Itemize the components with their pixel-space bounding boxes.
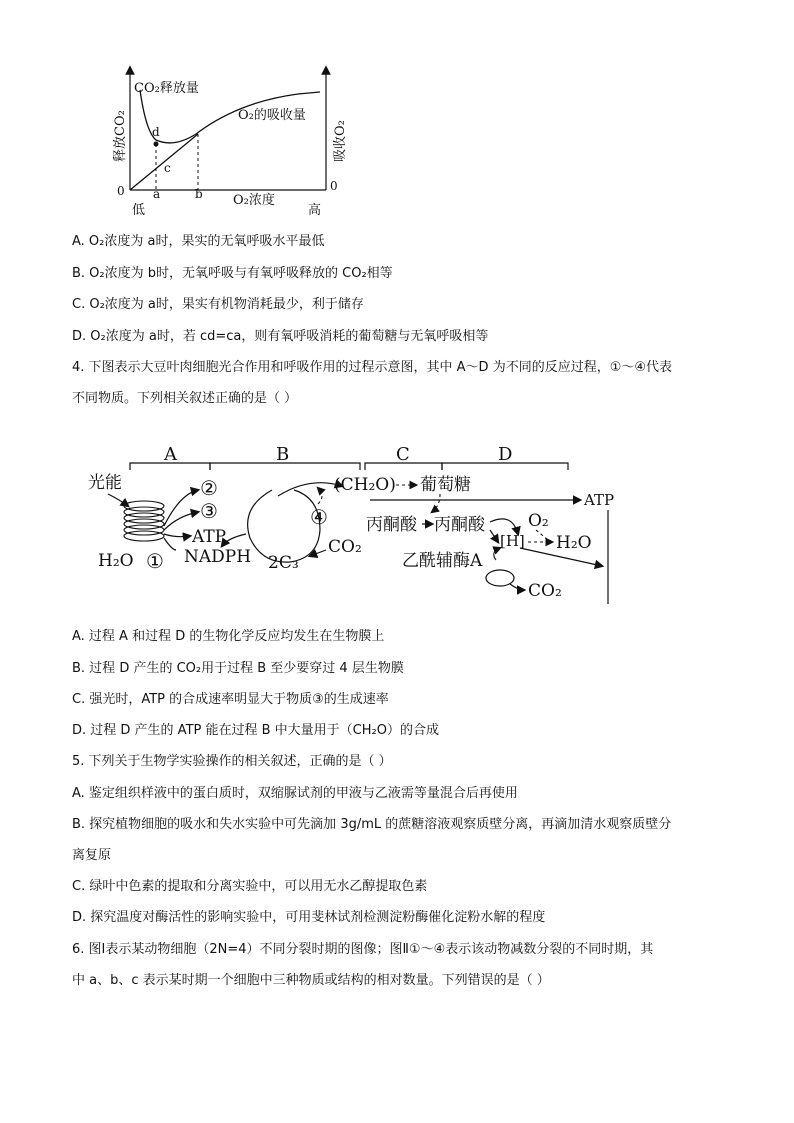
label-d: D [498, 444, 513, 465]
water-left: H₂O [98, 551, 134, 571]
q3-option-c: C. O₂浓度为 a时，果实有机物消耗最少，利于储存 [72, 297, 364, 312]
pyruvate-1: 丙酮酸 [366, 515, 417, 535]
q4-stem-line1: 4. 下图表示大豆叶肉细胞光合作用和呼吸作用的过程示意图，其中 A～D 为不同的反应过程，①～④代表 [72, 360, 673, 375]
q4-option-c: C. 强光时，ATP 的合成速率明显大于物质③的生成速率 [72, 692, 389, 707]
q5-option-c: C. 绿叶中色素的提取和分离实验中，可以用无水乙醇提取色素 [72, 879, 428, 894]
pyruvate-2: 丙酮酸 [434, 515, 485, 535]
tca-cycle [486, 570, 514, 586]
x-axis-label: O₂浓度 [233, 193, 275, 208]
h-label: [H] [500, 532, 525, 550]
origin-left: 0 [117, 184, 125, 198]
nadph: NADPH [184, 547, 252, 567]
co2-d: CO₂ [528, 581, 562, 601]
x-low-label: 低 [132, 203, 146, 218]
q5-option-b-line1: B. 探究植物细胞的吸水和失水实验中可先滴加 3g/mL 的蔗糖溶液观察质壁分离，再滴加清水观察质壁分 [72, 817, 672, 832]
x-high-label: 高 [308, 203, 322, 218]
q6-stem-line1: 6. 图Ⅰ表示某动物细胞（2N=4）不同分裂时期的图像；图Ⅱ①～④表示该动物减数分裂的不同时期，其 [72, 942, 654, 957]
point-d-marker [154, 142, 159, 147]
q5-option-d: D. 探究温度对酶活性的影响实验中，可用斐林试剂检测淀粉酶催化淀粉水解的程度 [72, 910, 546, 925]
q3-option-a: A. O₂浓度为 a时，果实的无氧呼吸水平最低 [72, 234, 325, 249]
light-label: 光能 [88, 473, 122, 493]
q6-stem-line2: 中 a、b、c 表示某时期一个细胞中三种物质或结构的相对数量。下列错误的是（ ） [72, 973, 550, 988]
respiration-graph [108, 62, 348, 218]
acetyl-coa: 乙酰辅酶A [402, 551, 483, 571]
q3-option-d: D. O₂浓度为 a时，若 cd=ca，则有氧呼吸消耗的葡萄糖与无氧呼吸相等 [72, 329, 489, 344]
q4-option-b: B. 过程 D 产生的 CO₂用于过程 B 至少要穿过 4 层生物膜 [72, 661, 404, 676]
thylakoid-stack [124, 501, 164, 541]
label-b: B [276, 444, 290, 465]
point-c-label: c [164, 161, 171, 175]
tick-a: a [153, 187, 161, 201]
q3-option-b: B. O₂浓度为 b时，无氧呼吸与有氧呼吸释放的 CO₂相等 [72, 266, 393, 281]
co2-curve-label: CO₂释放量 [134, 81, 199, 96]
circle-2: ② [200, 476, 218, 500]
point-d-label: d [152, 125, 160, 139]
atp-left: ATP [192, 527, 227, 547]
label-a: A [164, 444, 177, 465]
q5-option-b-line2: 离复原 [72, 848, 112, 863]
glucose: 葡萄糖 [420, 475, 471, 495]
right-axis-label: 吸收O₂ [333, 120, 348, 162]
c3: 2C₃ [268, 553, 299, 573]
ch2o: (CH₂O) [334, 475, 396, 495]
circle-4: ④ [310, 505, 328, 529]
q5-stem: 5. 下列关于生物学实验操作的相关叙述，正确的是（ ） [72, 754, 392, 769]
left-axis-label: 释放CO₂ [113, 110, 128, 162]
tick-b: b [195, 187, 203, 201]
origin-right: 0 [330, 179, 338, 193]
o2-right: O₂ [528, 511, 549, 531]
q4-option-d: D. 过程 D 产生的 ATP 能在过程 B 中大量用于（CH₂O）的合成 [72, 723, 439, 738]
o2-curve-label: O₂的吸收量 [238, 108, 306, 123]
h2o-right: H₂O [556, 533, 592, 553]
co2-b: CO₂ [328, 537, 362, 557]
label-c: C [396, 444, 410, 465]
q4-option-a: A. 过程 A 和过程 D 的生物化学反应均发生在生物膜上 [72, 629, 385, 644]
q4-stem-line2: 不同物质。下列相关叙述正确的是（ ） [72, 391, 298, 406]
circle-1: ① [146, 549, 164, 573]
circle-3: ③ [200, 499, 218, 523]
atp-right: ATP [584, 491, 615, 509]
q5-option-a: A. 鉴定组织样液中的蛋白质时，双缩脲试剂的甲液与乙液需等量混合后再使用 [72, 786, 518, 801]
photosynthesis-respiration-diagram [80, 438, 620, 608]
